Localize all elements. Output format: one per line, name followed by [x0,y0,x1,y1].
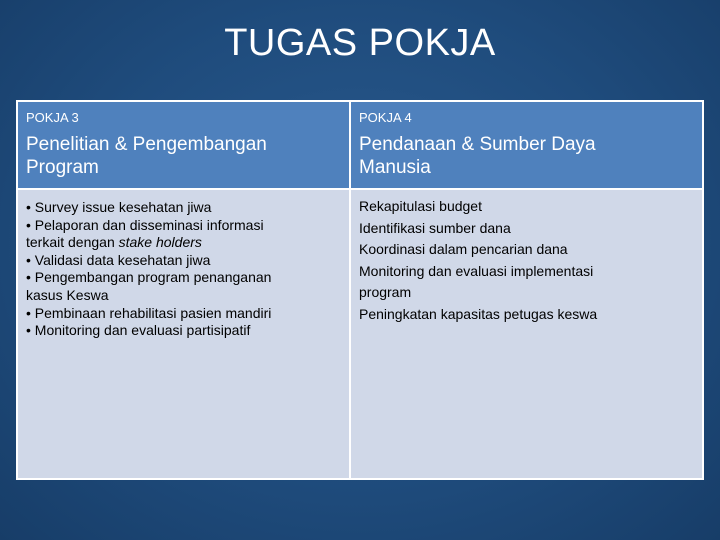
pokja-3-task-text: terkait dengan [26,234,119,251]
pokja-3-label: POKJA 3 [26,110,79,125]
pokja-3-task-item: • Pelaporan dan disseminasi informasi [26,216,264,233]
table-body-row [17,189,703,479]
pokja-3-task-italic-text: stake holders [118,234,202,251]
pokja-4-label: POKJA 4 [359,110,412,125]
slide-title: TUGAS POKJA [224,22,496,64]
pokja-3-task-item: • Monitoring dan evaluasi partisipatif [26,322,251,339]
pokja-4-heading-line-2: Manusia [359,157,431,178]
pokja-4-task-item: Koordinasi dalam pencarian dana [359,241,568,258]
pokja-3-task-item: • Validasi data kesehatan jiwa [26,251,211,268]
pokja-3-task-item: • Pengembangan program penanganan [26,269,272,286]
pokja-4-heading-line-1: Pendanaan & Sumber Daya [359,134,596,155]
pokja-3-heading-line-1: Penelitian & Pengembangan [26,134,267,155]
pokja-table [16,100,704,480]
pokja-3-header-cell [17,101,350,189]
pokja-3-task-item-continued [26,234,341,252]
pokja-4-task-item-continued: program [359,284,412,301]
pokja-4-task-item: Peningkatan kapasitas petugas keswa [359,305,598,322]
pokja-3-tasks-cell [17,189,350,479]
pokja-4-task-item: Monitoring dan evaluasi implementasi [359,262,594,279]
pokja-3-task-item: • Pembinaan rehabilitasi pasien mandiri [26,304,272,321]
pokja-3-task-item-continued: kasus Keswa [26,286,109,303]
table-header-row [17,101,703,189]
pokja-4-task-item: Rekapitulasi budget [359,198,482,214]
pokja-4-tasks-cell [350,189,703,479]
pokja-3-task-item: • Survey issue kesehatan jiwa [26,199,212,215]
pokja-3-heading-line-2: Program [26,157,99,178]
pokja-4-header-cell [350,101,703,189]
pokja-4-task-item: Identifikasi sumber dana [359,219,511,236]
